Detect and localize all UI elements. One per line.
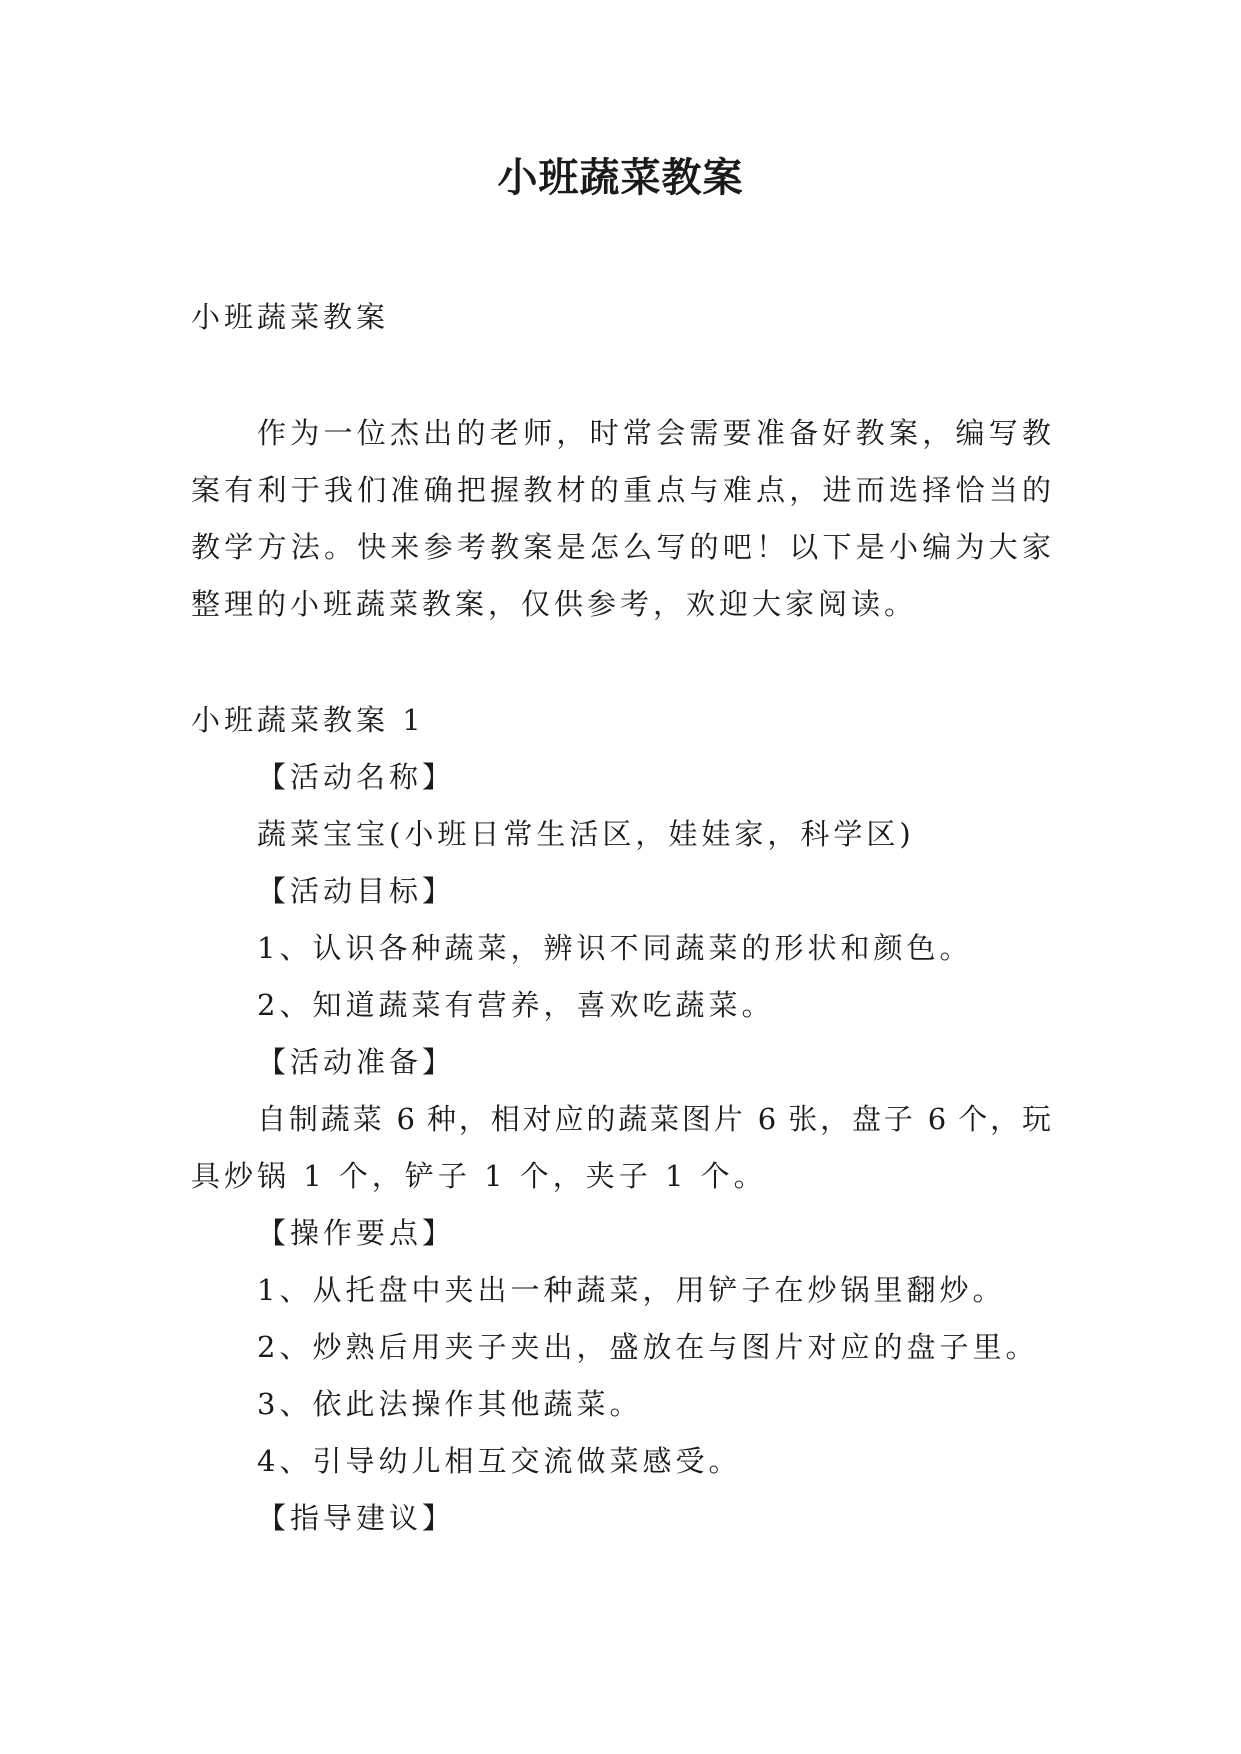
prep-line-1: 自制蔬菜 6 种，相对应的蔬菜图片 6 张，盘子 6 个，玩: [257, 1102, 1051, 1136]
goal-item-1: 1、认识各种蔬菜，辨识不同蔬菜的形状和颜色。: [257, 931, 973, 965]
intro-line-3: 教学方法。快来参考教案是怎么写的吧！以下是小编为大家: [191, 530, 1051, 564]
intro-line-4: 整理的小班蔬菜教案，仅供参考，欢迎大家阅读。: [191, 587, 918, 621]
section-heading: 小班蔬菜教案 1: [191, 703, 425, 737]
activity-name-label: 【活动名称】: [257, 760, 456, 794]
operation-item-2: 2、炒熟后用夹子夹出，盛放在与图片对应的盘子里。: [257, 1330, 1039, 1364]
document-subtitle: 小班蔬菜教案: [191, 300, 390, 334]
intro-line-1: 作为一位杰出的老师，时常会需要准备好教案，编写教: [257, 416, 1051, 450]
activity-goals-label: 【活动目标】: [257, 874, 456, 908]
activity-prep-label: 【活动准备】: [257, 1045, 456, 1079]
activity-name-value: 蔬菜宝宝(小班日常生活区，娃娃家，科学区): [257, 817, 915, 851]
prep-line-2: 具炒锅 1 个，铲子 1 个，夹子 1 个。: [191, 1159, 767, 1193]
operation-item-1: 1、从托盘中夹出一种蔬菜，用铲子在炒锅里翻炒。: [257, 1273, 1006, 1307]
goal-item-2: 2、知道蔬菜有营养，喜欢吃蔬菜。: [257, 988, 775, 1022]
operation-item-4: 4、引导幼儿相互交流做菜感受。: [257, 1444, 742, 1478]
guidance-label: 【指导建议】: [257, 1501, 456, 1535]
document-title: 小班蔬菜教案: [497, 155, 744, 201]
operation-item-3: 3、依此法操作其他蔬菜。: [257, 1387, 643, 1421]
operation-points-label: 【操作要点】: [257, 1216, 456, 1250]
intro-line-2: 案有利于我们准确把握教材的重点与难点，进而选择恰当的: [191, 473, 1051, 507]
